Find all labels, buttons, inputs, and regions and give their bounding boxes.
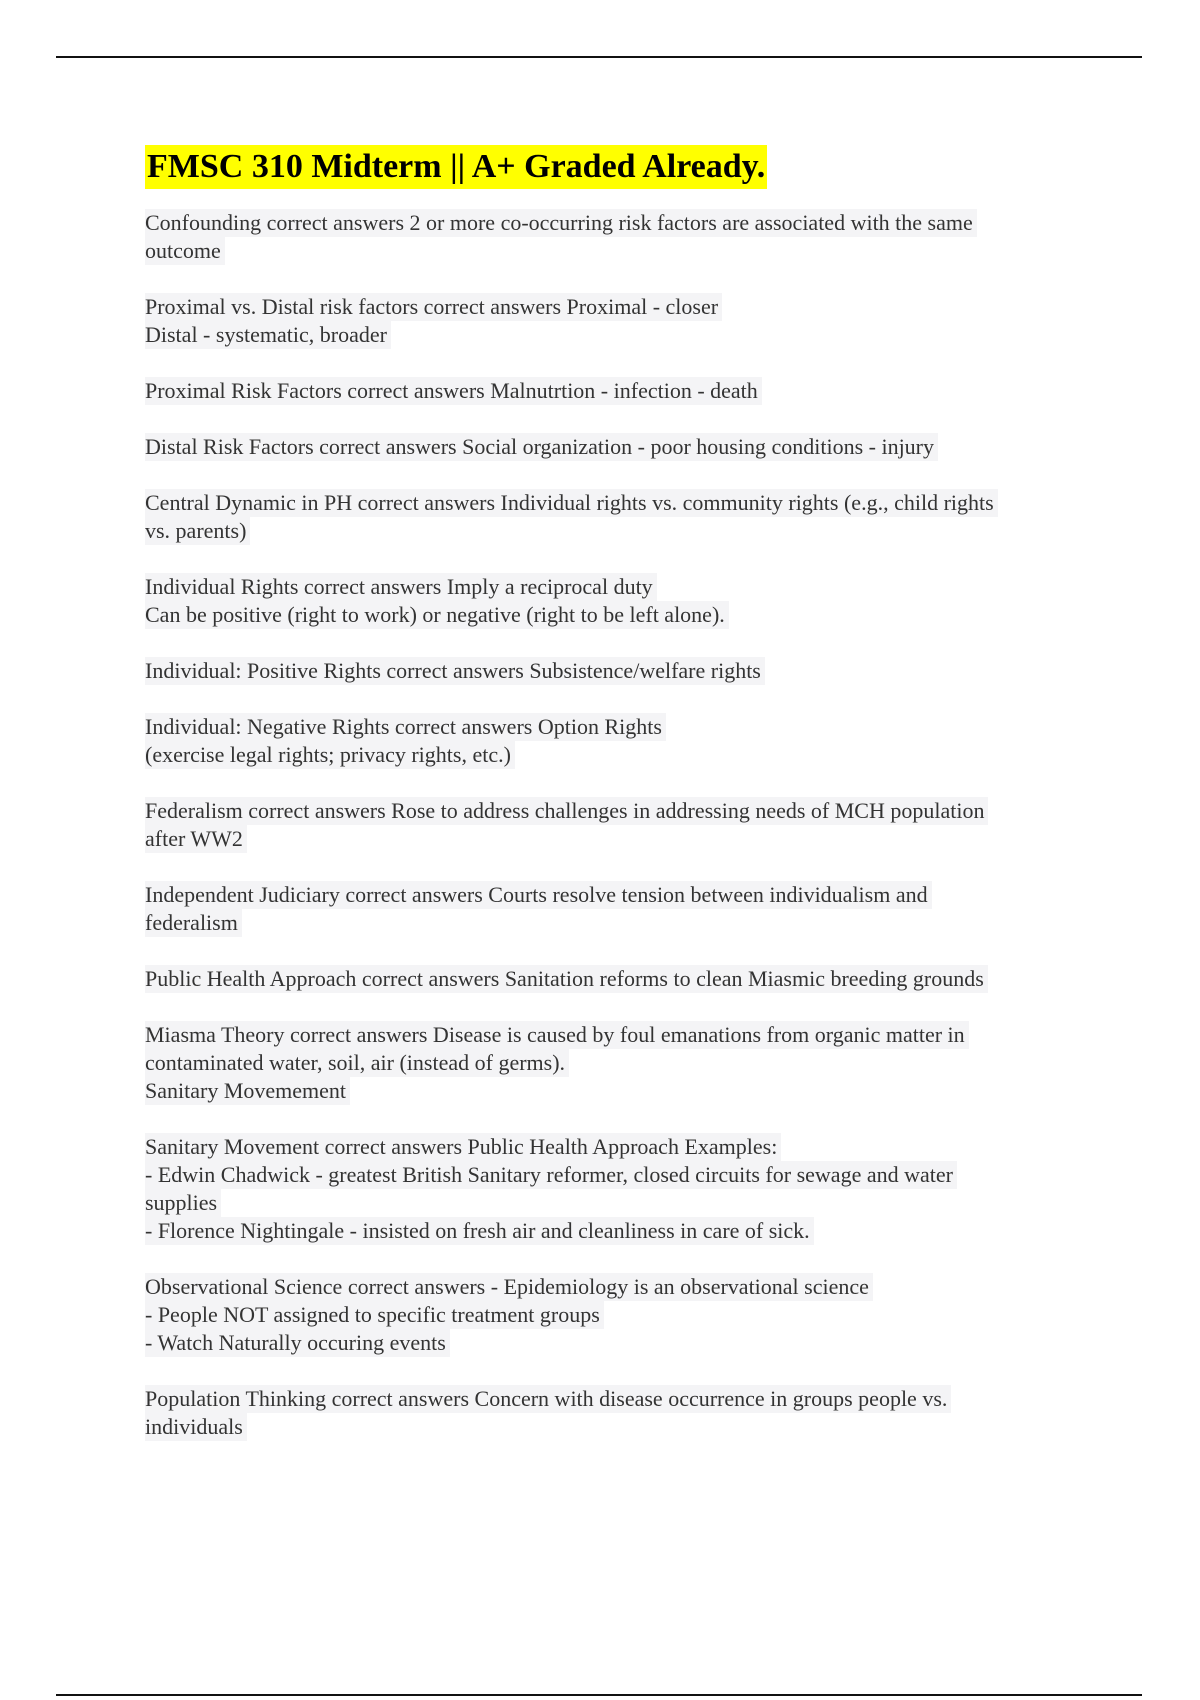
flashcard-entry <box>145 433 1085 461</box>
entry-line: outcome <box>145 237 225 265</box>
entry-line: Independent Judiciary correct answers Courts resolve tension between individualism and <box>145 881 932 909</box>
bottom-rule <box>56 1694 1142 1696</box>
entry-line: - Watch Naturally occuring events <box>145 1329 450 1357</box>
entry-line: vs. parents) <box>145 517 250 545</box>
entry-line: after WW2 <box>145 825 247 853</box>
entry-line: Federalism correct answers Rose to address challenges in addressing needs of MCH population <box>145 797 988 825</box>
entry-line: Confounding correct answers 2 or more co-occurring risk factors are associated with the same <box>145 209 977 237</box>
entry-line: Central Dynamic in PH correct answers Individual rights vs. community rights (e.g., child rights <box>145 489 998 517</box>
entry-line: Distal Risk Factors correct answers Social organization - poor housing conditions - injury <box>145 433 938 461</box>
entry-line: contaminated water, soil, air (instead of germs). <box>145 1049 569 1077</box>
flashcard-entry <box>145 1021 1085 1105</box>
flashcard-entry <box>145 209 1085 265</box>
flashcard-entry <box>145 657 1085 685</box>
entry-line: Proximal vs. Distal risk factors correct answers Proximal - closer <box>145 293 722 321</box>
entry-line: individuals <box>145 1413 247 1441</box>
entry-line: Population Thinking correct answers Concern with disease occurrence in groups people vs. <box>145 1385 951 1413</box>
flashcard-entry <box>145 489 1085 545</box>
entry-line: - People NOT assigned to specific treatment groups <box>145 1301 604 1329</box>
flashcard-entry <box>145 1133 1085 1245</box>
flashcard-entry <box>145 293 1085 349</box>
flashcard-list <box>145 209 1085 1441</box>
document-body <box>145 145 1085 1469</box>
flashcard-entry <box>145 713 1085 769</box>
entry-line: Distal - systematic, broader <box>145 321 391 349</box>
entry-line: Proximal Risk Factors correct answers Malnutrtion - infection - death <box>145 377 762 405</box>
entry-line: Sanitary Movemement <box>145 1077 350 1105</box>
flashcard-entry <box>145 881 1085 937</box>
entry-line: Observational Science correct answers - Epidemiology is an observational science <box>145 1273 873 1301</box>
entry-line: Miasma Theory correct answers Disease is caused by foul emanations from organic matter in <box>145 1021 969 1049</box>
entry-line: Individual: Positive Rights correct answers Subsistence/welfare rights <box>145 657 765 685</box>
entry-line: Sanitary Movement correct answers Public Health Approach Examples: <box>145 1133 781 1161</box>
document-title: FMSC 310 Midterm || A+ Graded Already. <box>145 145 767 189</box>
flashcard-entry <box>145 573 1085 629</box>
flashcard-entry <box>145 965 1085 993</box>
flashcard-entry <box>145 797 1085 853</box>
flashcard-entry <box>145 1273 1085 1357</box>
entry-line: Can be positive (right to work) or negative (right to be left alone). <box>145 601 729 629</box>
entry-line: Public Health Approach correct answers Sanitation reforms to clean Miasmic breeding grounds <box>145 965 988 993</box>
entry-line: Individual: Negative Rights correct answers Option Rights <box>145 713 666 741</box>
entry-line: federalism <box>145 909 242 937</box>
entry-line: Individual Rights correct answers Imply a reciprocal duty <box>145 573 657 601</box>
flashcard-entry <box>145 1385 1085 1441</box>
entry-line: supplies <box>145 1189 221 1217</box>
entry-line: - Florence Nightingale - insisted on fresh air and cleanliness in care of sick. <box>145 1217 814 1245</box>
entry-line: - Edwin Chadwick - greatest British Sanitary reformer, closed circuits for sewage and water <box>145 1161 957 1189</box>
top-rule <box>56 56 1142 58</box>
entry-line: (exercise legal rights; privacy rights, etc.) <box>145 741 515 769</box>
flashcard-entry <box>145 377 1085 405</box>
